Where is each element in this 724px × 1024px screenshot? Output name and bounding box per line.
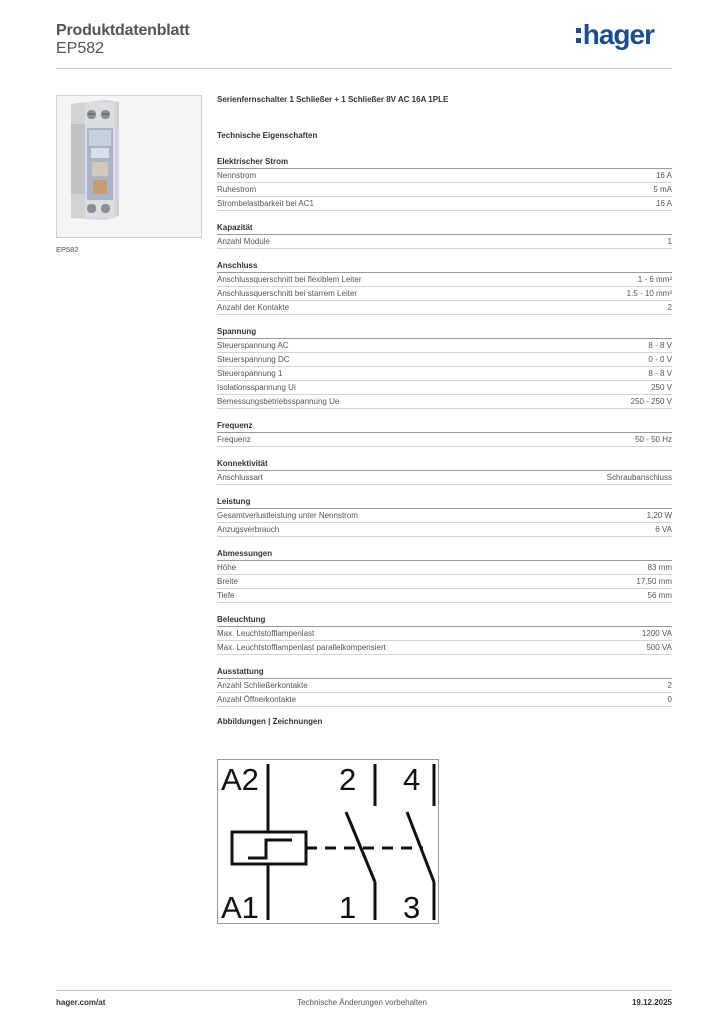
property-value: 250 - 250 V xyxy=(630,397,672,406)
property-row xyxy=(217,395,672,409)
terminal-a2-label: A2 xyxy=(221,762,259,797)
property-row xyxy=(217,641,672,655)
header-divider xyxy=(56,68,672,69)
property-value: 83 mm xyxy=(647,563,672,572)
property-value: 2 xyxy=(667,681,672,690)
section-spacer xyxy=(217,211,672,221)
datasheet-content xyxy=(217,95,672,733)
property-label: Nennstrom xyxy=(217,171,257,180)
property-label: Strombelastbarkeit bei AC1 xyxy=(217,199,314,208)
property-label: Isolationsspannung Ui xyxy=(217,383,296,392)
property-label: Steuerspannung DC xyxy=(217,355,290,364)
property-value: 1,20 W xyxy=(646,511,672,520)
property-label: Anschlussart xyxy=(217,473,263,482)
terminal-1-label: 1 xyxy=(339,890,357,923)
section-title: Abmessungen xyxy=(217,547,672,561)
page-header xyxy=(56,20,672,70)
property-label: Bemessungsbetriebsspannung Ue xyxy=(217,397,340,406)
footer-website: hager.com/at xyxy=(56,998,106,1007)
property-label: Anzahl Schließerkontakte xyxy=(217,681,308,690)
property-row xyxy=(217,627,672,641)
section-spacer xyxy=(217,249,672,259)
footer-disclaimer: Technische Änderungen vorbehalten xyxy=(297,998,427,1007)
property-value: 6 VA xyxy=(655,525,672,534)
property-row xyxy=(217,381,672,395)
property-value: 1.5 - 10 mm² xyxy=(626,289,672,298)
property-value: 8 - 8 V xyxy=(648,341,672,350)
section-title: Beleuchtung xyxy=(217,613,672,627)
property-row xyxy=(217,273,672,287)
figures-title: Abbildungen | Zeichnungen xyxy=(217,717,323,726)
property-row xyxy=(217,301,672,315)
terminal-a1-label: A1 xyxy=(221,890,259,923)
property-label: Steuerspannung AC xyxy=(217,341,289,350)
terminal-4-label: 4 xyxy=(403,762,421,797)
property-label: Anzahl Module xyxy=(217,237,270,246)
property-value: 250 V xyxy=(651,383,672,392)
property-value: 8 - 8 V xyxy=(648,369,672,378)
footer-date: 19.12.2025 xyxy=(631,998,672,1007)
logo-text: hager xyxy=(582,19,654,50)
properties-title: Technische Eigenschaften xyxy=(217,131,318,140)
product-code: EP582 xyxy=(56,40,105,57)
section-title: Frequenz xyxy=(217,419,672,433)
property-value: 0 xyxy=(667,695,672,704)
property-row xyxy=(217,509,672,523)
footer-divider xyxy=(56,990,672,991)
property-value: 50 - 50 Hz xyxy=(635,435,672,444)
section-spacer xyxy=(217,707,672,717)
product-name: Serienfernschalter 1 Schließer + 1 Schließer 8V AC 16A 1PLE xyxy=(217,95,449,104)
terminal-3-label: 3 xyxy=(403,890,421,923)
property-label: Ruhestrom xyxy=(217,185,257,194)
logo-colon-icon xyxy=(576,25,582,45)
property-value: Schraubanschluss xyxy=(606,473,672,482)
section-spacer xyxy=(217,655,672,665)
property-value: 1 - 6 mm² xyxy=(637,275,672,284)
property-label: Breite xyxy=(217,577,238,586)
property-label: Max. Leuchtstofflampenlast parallelkompensiert xyxy=(217,643,386,652)
property-value: 1200 VA xyxy=(641,629,672,638)
property-label: Frequenz xyxy=(217,435,251,444)
property-row xyxy=(217,339,672,353)
section-spacer xyxy=(217,409,672,419)
property-value: 1 xyxy=(667,237,672,246)
wiring-diagram xyxy=(217,759,439,924)
relay-schematic-icon xyxy=(218,760,438,923)
property-row xyxy=(217,367,672,381)
section-spacer xyxy=(217,315,672,325)
section-title: Konnektivität xyxy=(217,457,672,471)
section-title: Spannung xyxy=(217,325,672,339)
property-row xyxy=(217,235,672,249)
section-spacer xyxy=(217,485,672,495)
property-value: 17,50 mm xyxy=(636,577,672,586)
property-row xyxy=(217,471,672,485)
section-title: Anschluss xyxy=(217,259,672,273)
property-row xyxy=(217,561,672,575)
property-row xyxy=(217,589,672,603)
property-row xyxy=(217,679,672,693)
property-value: 0 - 0 V xyxy=(648,355,672,364)
din-rail-device-icon xyxy=(57,96,201,237)
property-row xyxy=(217,693,672,707)
property-value: 56 mm xyxy=(647,591,672,600)
property-row xyxy=(217,575,672,589)
property-value: 16 A xyxy=(655,171,672,180)
property-label: Gesamtverlustleistung unter Nennstrom xyxy=(217,511,358,520)
property-label: Tiefe xyxy=(217,591,235,600)
property-row xyxy=(217,353,672,367)
property-row xyxy=(217,523,672,537)
hager-logo xyxy=(576,20,654,50)
product-image-caption: EP582 xyxy=(56,245,79,254)
property-label: Anzahl der Kontakte xyxy=(217,303,290,312)
section-spacer xyxy=(217,447,672,457)
property-label: Steuerspannung 1 xyxy=(217,369,283,378)
section-spacer xyxy=(217,537,672,547)
property-row xyxy=(217,433,672,447)
property-value: 500 VA xyxy=(646,643,672,652)
section-title: Elektrischer Strom xyxy=(217,155,672,169)
section-title: Kapazität xyxy=(217,221,672,235)
section-title: Ausstattung xyxy=(217,665,672,679)
terminal-2-label: 2 xyxy=(339,762,357,797)
property-label: Max. Leuchtstofflampenlast xyxy=(217,629,315,638)
property-label: Anzugsverbrauch xyxy=(217,525,280,534)
property-value: 16 A xyxy=(655,199,672,208)
property-value: 5 mA xyxy=(653,185,672,194)
section-title: Leistung xyxy=(217,495,672,509)
property-row xyxy=(217,183,672,197)
property-row xyxy=(217,287,672,301)
property-row xyxy=(217,197,672,211)
product-image xyxy=(56,95,202,238)
section-spacer xyxy=(217,603,672,613)
property-label: Anschlussquerschnitt bei starrem Leiter xyxy=(217,289,358,298)
property-row xyxy=(217,169,672,183)
property-label: Anschlussquerschnitt bei flexiblem Leiter xyxy=(217,275,362,284)
property-sections xyxy=(217,155,672,717)
property-label: Höhe xyxy=(217,563,237,572)
property-value: 2 xyxy=(667,303,672,312)
property-label: Anzahl Öffnerkontakte xyxy=(217,695,297,704)
document-type: Produktdatenblatt xyxy=(56,22,190,39)
